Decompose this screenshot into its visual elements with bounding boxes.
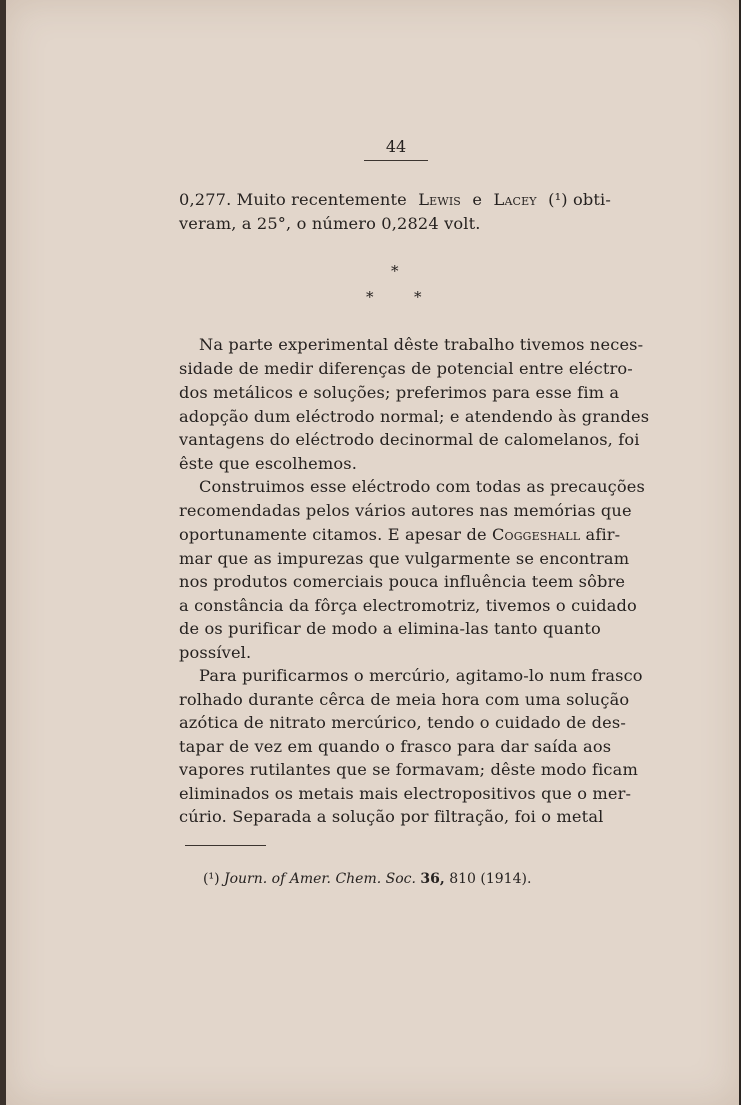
p3-line-2: rolhado durante cêrca de meia hora com uma solução (179, 690, 630, 709)
author-coggeshall: Coggeshall (492, 525, 581, 544)
p1-line-1 (199, 335, 644, 354)
separator-star-right: * (414, 288, 422, 306)
footnote-volume: 36, (420, 871, 445, 887)
p1-line-3: dos metálicos e soluções; preferimos para esse fim a (179, 383, 620, 402)
footnote (203, 871, 531, 887)
p1-line-4: adopção dum eléctrodo normal; e atendendo às grandes (179, 407, 650, 426)
p2-line-4: mar que as impurezas que vulgarmente se encontram (179, 549, 630, 568)
p3-line-5: vapores rutilantes que se formavam; dêste modo ficam (179, 760, 638, 779)
p2-line-5: nos produtos comerciais pouca influência teem sôbre (179, 572, 626, 591)
p2-line-2: recomendadas pelos vários autores nas memórias que (179, 501, 632, 520)
text-span: oportunamente citamos. E apesar de (179, 525, 487, 544)
p2-line-7: de os purificar de modo a elimina-las tanto quanto (179, 619, 601, 638)
text-span: (¹) obti- (548, 190, 611, 209)
page-number: 44 (385, 137, 407, 156)
p1-line-5: vantagens do eléctrodo decinormal de calomelanos, foi (179, 430, 640, 449)
p2-line-6: a constância da fôrça electromotriz, tivemos o cuidado (179, 596, 637, 615)
p1-line-2: sidade de medir diferenças de potencial entre eléctro- (179, 359, 633, 378)
p2-line-8: possível. (179, 643, 252, 662)
p3-line-6: eliminados os metais mais electropositivos que o mer- (179, 784, 632, 803)
text-span: afir- (585, 525, 621, 544)
footnote-journal: Journ. of Amer. Chem. Soc. (224, 871, 416, 887)
p3-line-7: cúrio. Separada a solução por filtração, foi o metal (179, 807, 604, 826)
text-span: Na parte experimental dêste trabalho tivemos neces- (199, 335, 644, 354)
footnote-marker: (¹) (203, 871, 220, 887)
p3-line-4: tapar de vez em quando o frasco para dar saída aos (179, 737, 612, 756)
text-span: e (472, 190, 483, 209)
p2-line-3 (179, 525, 620, 544)
text-span: 0,277. Muito recentemente (179, 190, 407, 209)
p2-line-1: Construimos esse eléctrodo com todas as precauções (199, 477, 645, 496)
top-line-1 (179, 190, 611, 209)
author-lacey: Lacey (493, 190, 537, 209)
top-line-2: veram, a 25°, o número 0,2824 volt. (179, 214, 481, 233)
separator-star-left: * (366, 288, 374, 306)
separator-star-top: * (391, 262, 399, 280)
page-number-rule (364, 160, 428, 161)
footnote-rule (185, 845, 266, 846)
p1-line-6: êste que escolhemos. (179, 454, 358, 473)
p3-line-3: azótica de nitrato mercúrico, tendo o cuidado de des- (179, 713, 626, 732)
footnote-pages-year: 810 (1914). (449, 871, 532, 887)
p3-line-1: Para purificarmos o mercúrio, agitamo-lo num frasco (199, 666, 643, 685)
author-lewis: Lewis (418, 190, 461, 209)
